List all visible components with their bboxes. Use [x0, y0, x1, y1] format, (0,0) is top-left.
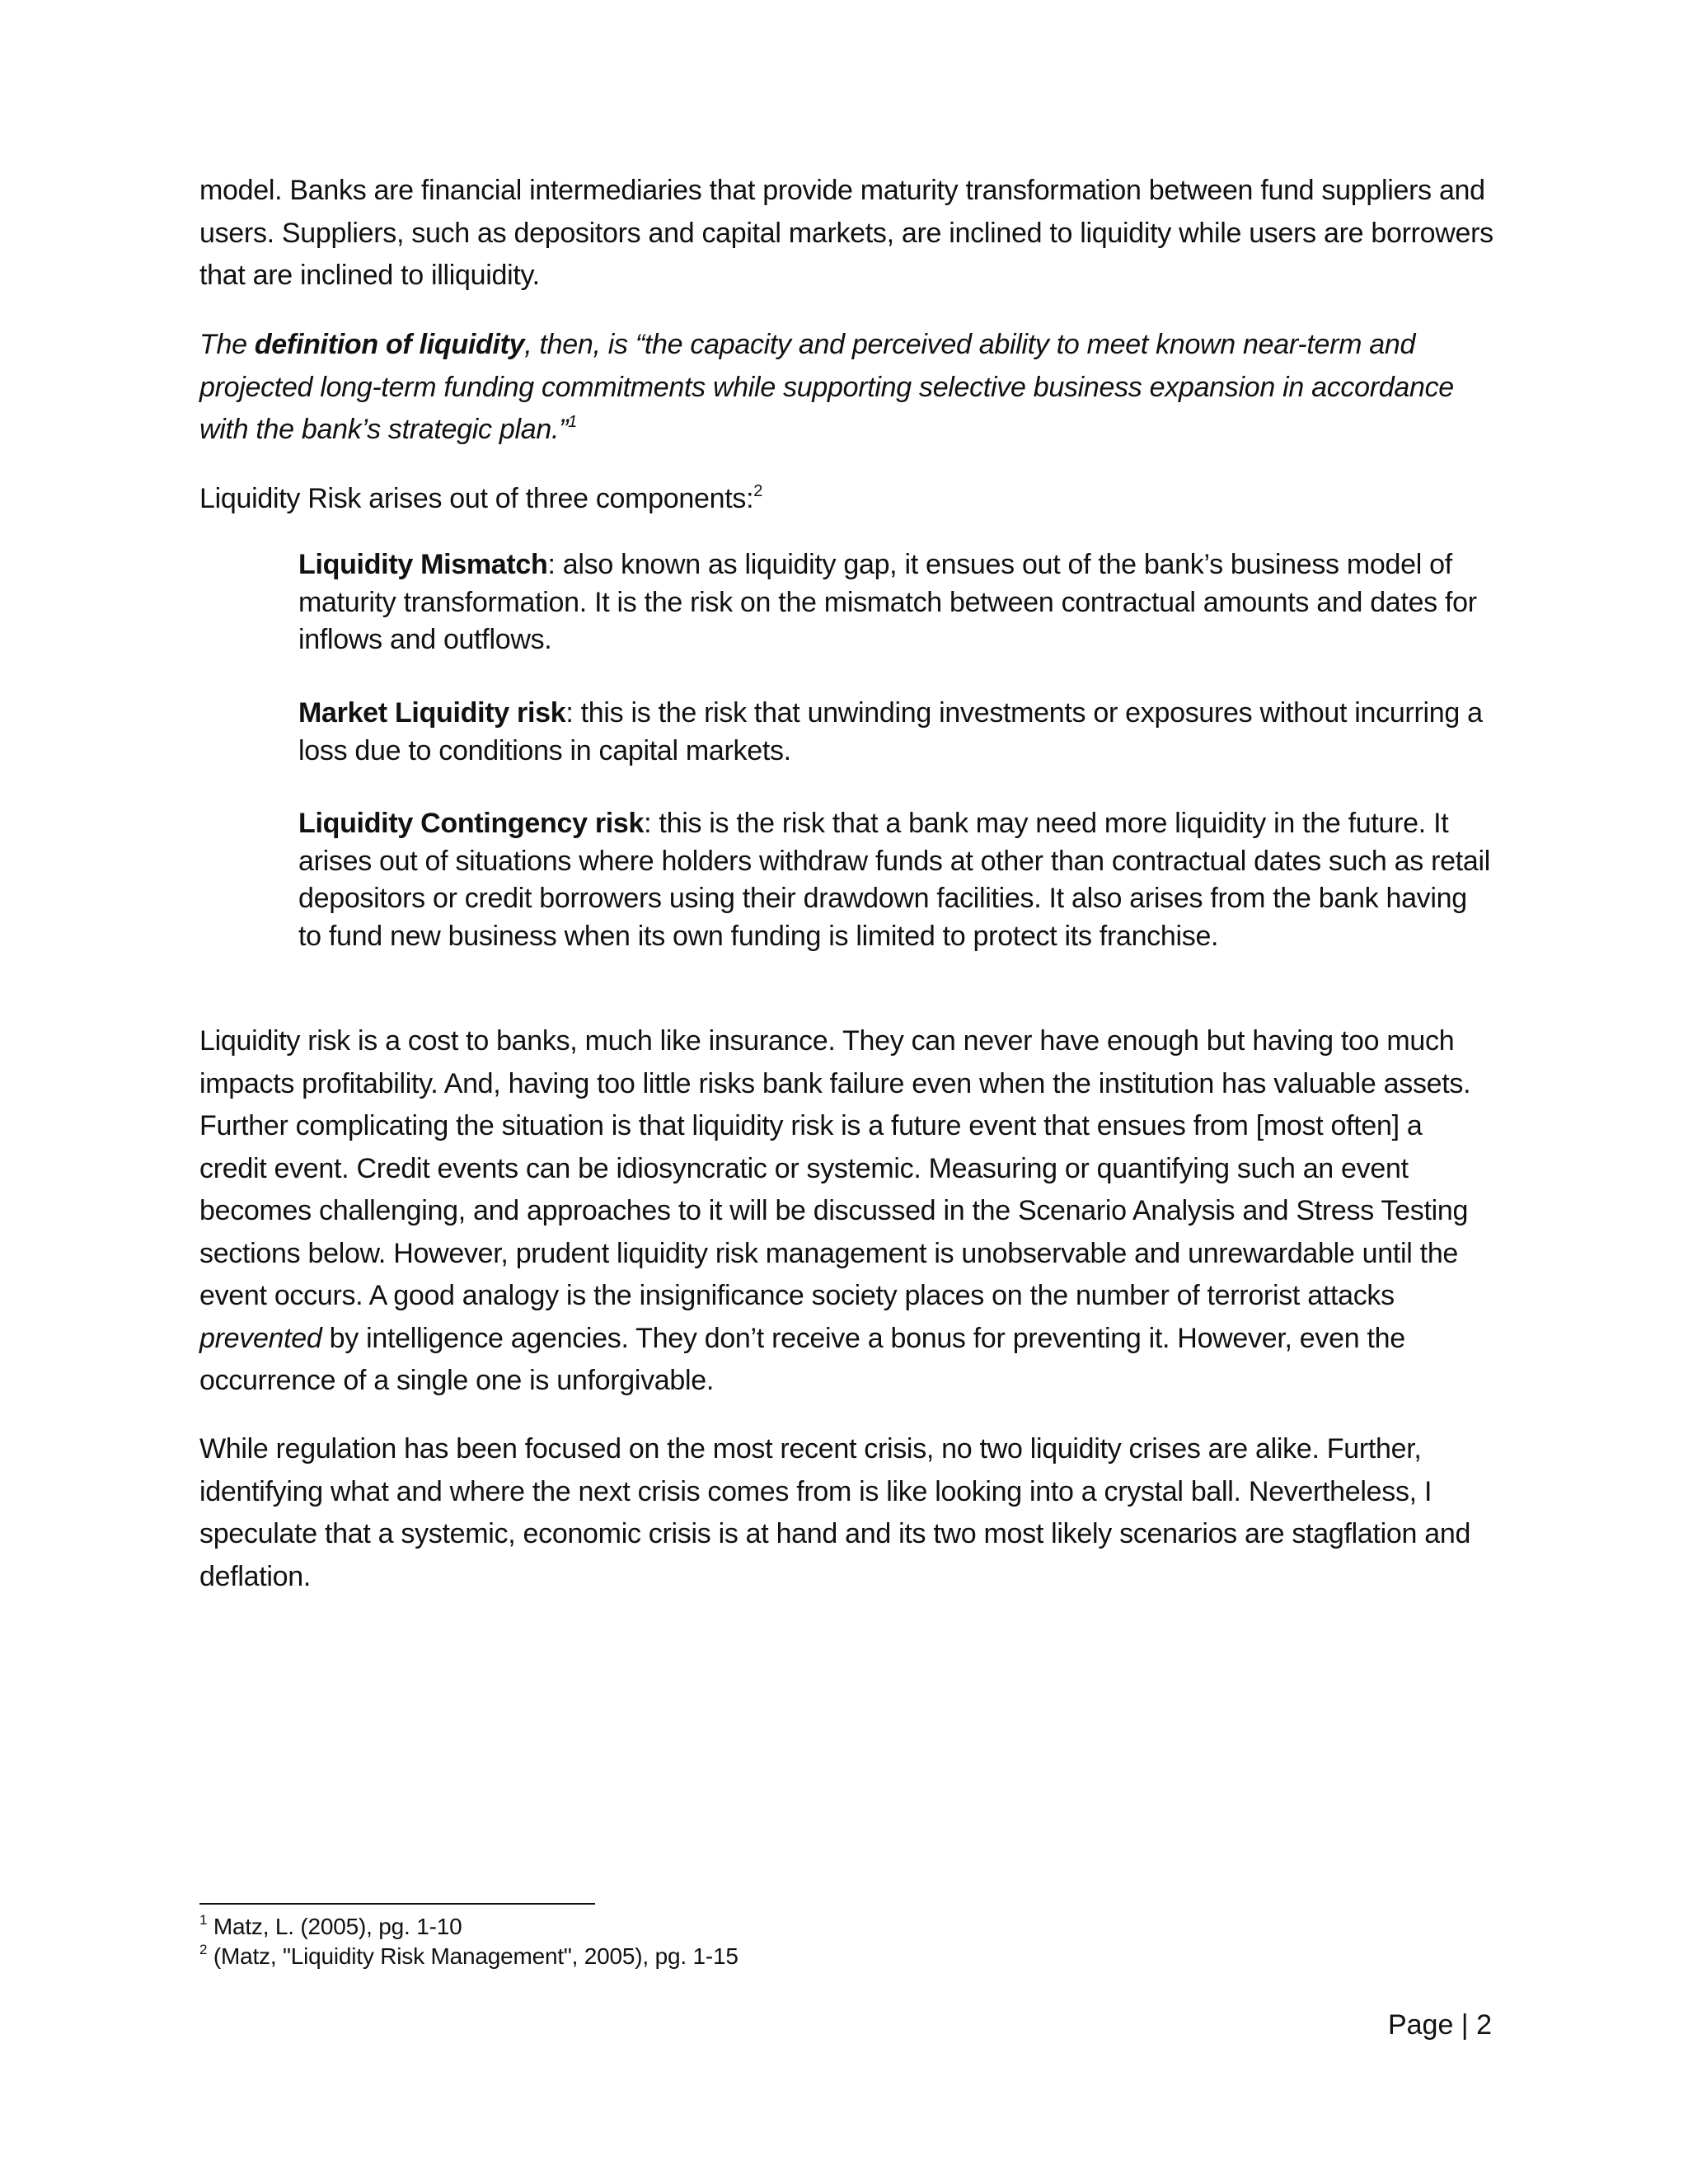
- footnote-1: [199, 1912, 462, 1942]
- component-term: Liquidity Contingency risk: [298, 808, 645, 839]
- component-description: : this is the risk that unwinding investments or exposures without incurring a loss due to conditions in capital markets.: [298, 697, 1483, 766]
- footnote-ref-2[interactable]: 2: [753, 481, 763, 500]
- page-number: Page | 2: [1387, 2009, 1492, 2041]
- cost-text-after: by intelligence agencies. They don’t receive a bonus for preventing it. However, even the occurrence of a single one is unforgivable.: [199, 1322, 1405, 1396]
- cost-emphasis: prevented: [199, 1322, 322, 1354]
- paragraph-regulation: [199, 1428, 1493, 1598]
- component-liquidity-mismatch: [298, 546, 1493, 659]
- definition-lead: The: [199, 329, 255, 360]
- paragraph-cost: [199, 1020, 1493, 1403]
- component-description: : this is the risk that a bank may need more liquidity in the future. It arises out of situations where holders withdraw funds at other than contractual dates such as retail depositors or credit borrowers using their drawdown facilities. It also arises from the bank having to fund new business when its own funding is limited to protect its franchise.: [298, 808, 1491, 952]
- footnote-text: Matz, L. (2005), pg. 1-10: [207, 1914, 462, 1939]
- footnote-separator: [199, 1903, 595, 1905]
- paragraph-components-intro: [199, 478, 1493, 521]
- components-intro-text: Liquidity Risk arises out of three components:: [199, 483, 754, 514]
- definition-term: definition of liquidity: [254, 329, 525, 360]
- component-term: Market Liquidity risk: [298, 697, 566, 729]
- definition-quote: , then, is “the capacity and perceived ability to meet known near-term and projected long-term funding commitments while supporting selective business expansion in accordance with the bank’s strategic plan.”: [199, 329, 1454, 445]
- footnote-number: 1: [199, 1911, 208, 1928]
- footnote-2: [199, 1942, 738, 1971]
- paragraph-intro-text: model. Banks are financial intermediaries that provide maturity transformation between fund suppliers and users. Suppliers, such as depositors and capital markets, are inclined to liquidity while users are borrowers that are inclined to illiquidity.: [199, 175, 1493, 291]
- regulation-text: While regulation has been focused on the most recent crisis, no two liquidity crises are alike. Further, identifying what and where the next crisis comes from is like looking into a crystal ball. Nevertheless, I speculate that a systemic, economic crisis is at hand and its two most likely scenarios are stagflation and deflation.: [199, 1433, 1471, 1592]
- footnote-ref-1[interactable]: 1: [568, 412, 577, 431]
- paragraph-definition: [199, 324, 1493, 452]
- component-liquidity-contingency-risk: [298, 805, 1493, 955]
- component-market-liquidity-risk: [298, 695, 1493, 770]
- footnote-text: (Matz, "Liquidity Risk Management", 2005), pg. 1-15: [207, 1943, 738, 1969]
- component-description: : also known as liquidity gap, it ensues out of the bank’s business model of maturity transformation. It is the risk on the mismatch between contractual amounts and dates for inflows and outflows.: [298, 549, 1477, 655]
- paragraph-intro: [199, 170, 1493, 298]
- cost-text-before: Liquidity risk is a cost to banks, much like insurance. They can never have enough but having too much impacts profitability. And, having too little risks bank failure even when the institution has valuable assets. Further complicating the situation is that liquidity risk is a future event that ensues from [most often] a credit event. Credit events can be idiosyncratic or systemic. Measuring or quantifying such an event becomes challenging, and approaches to it will be discussed in the Scenario Analysis and Stress Testing sections below. However, prudent liquidity risk management is unobservable and unrewardable until the event occurs. A good analogy is the insignificance society places on the number of terrorist attacks: [199, 1025, 1471, 1311]
- footnote-number: 2: [199, 1941, 208, 1957]
- component-term: Liquidity Mismatch: [298, 549, 548, 580]
